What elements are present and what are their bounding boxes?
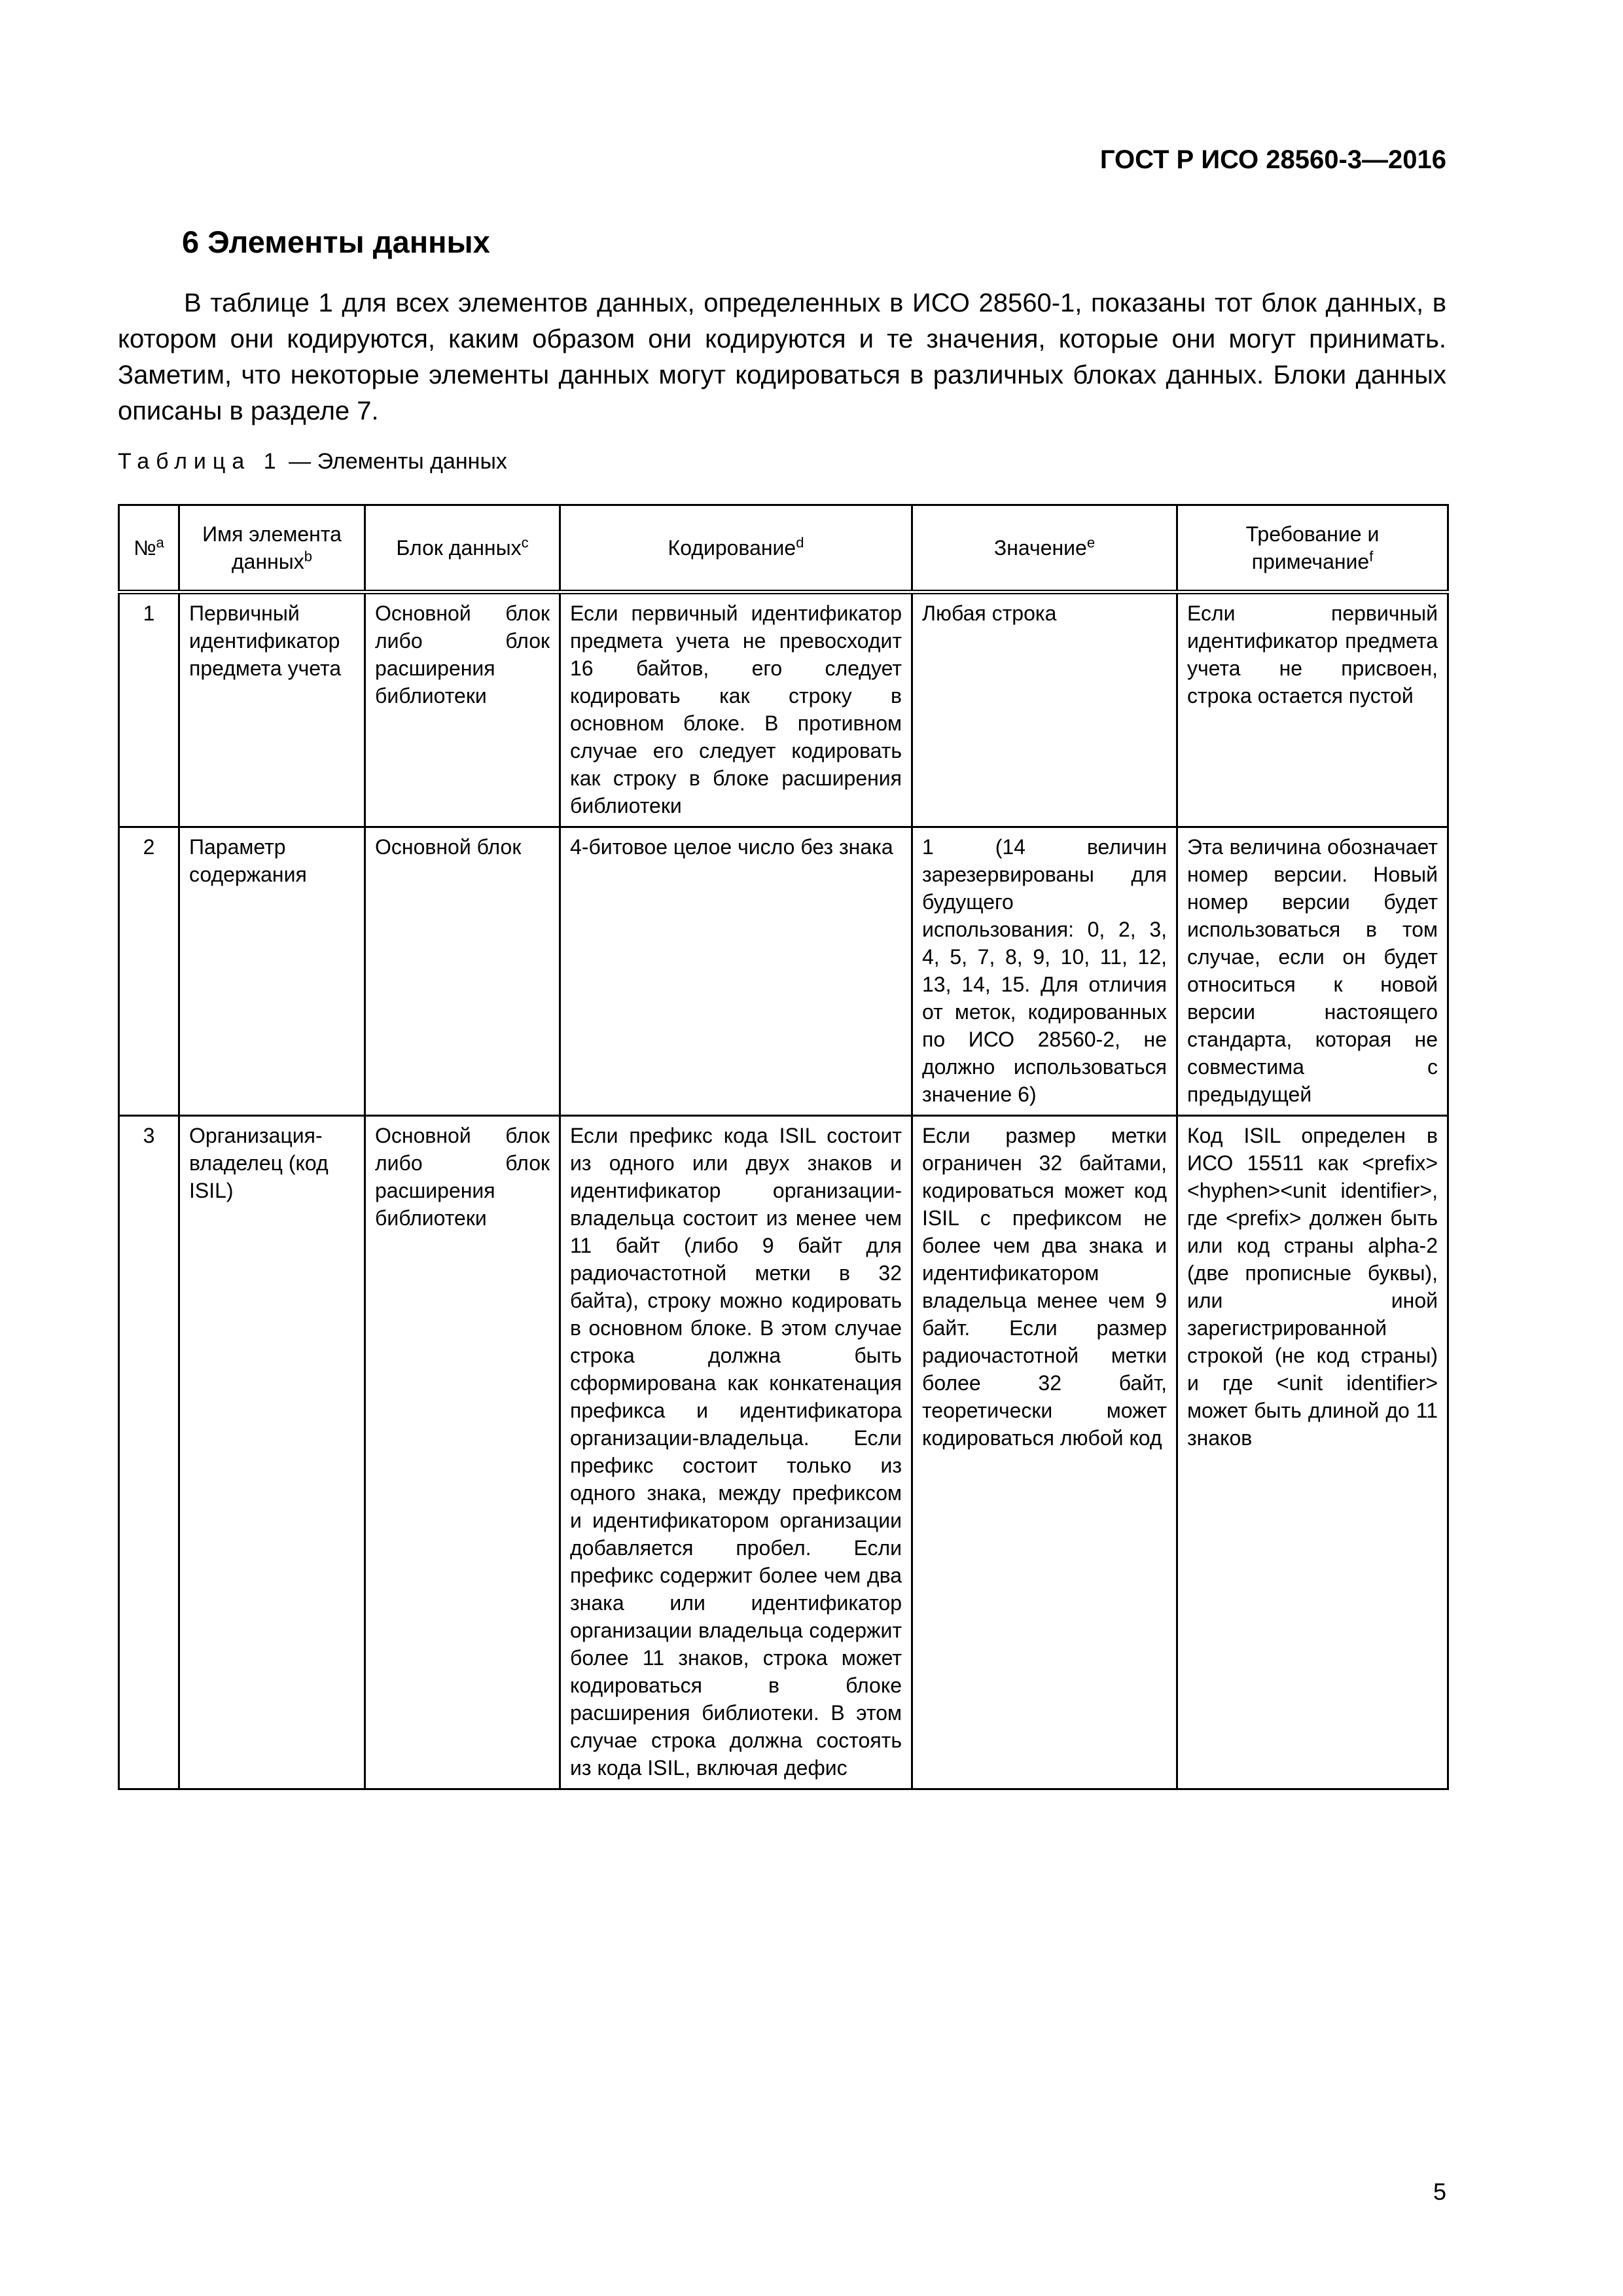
cell-value: 1 (14 величин зарезервированы для будущего использования: 0, 2, 3, 4, 5, 7, 8, 9, 10, 11, 12, 13, 14, 15. Для отличия от меток, кодированных по ИСО 28560-2, не должно использоваться значение 6): [912, 827, 1177, 1116]
table-caption-text: — Элементы данных: [289, 449, 507, 474]
column-header-block: Блок данных$^c$: [365, 505, 560, 592]
cell-encoding: 4-битовое целое число без знака: [560, 827, 912, 1116]
cell-number: 3: [119, 1116, 179, 1789]
cell-name: Первичный идентификатор предмета учета: [179, 592, 365, 827]
intro-paragraph: В таблице 1 для всех элементов данных, определенных в ИСО 28560-1, показаны тот блок данных, в котором они кодируются, каким образом они кодируются и те значения, которые они могут принимать. Заметим, что некоторые элементы данных могут кодироваться в различных блоках данных. Блоки данных описаны в разделе 7.: [118, 289, 1446, 425]
table-header-row: [119, 505, 1448, 592]
cell-note: Если первичный идентификатор предмета учета не присвоен, строка остается пустой: [1177, 592, 1448, 827]
cell-block: Основной блок либо блок расширения библиотеки: [365, 592, 560, 827]
cell-encoding: Если первичный идентификатор предмета учета не превосходит 16 байтов, его следует кодировать как строку в основном блоке. В противном случае его следует кодировать как строку в блоке расширения библиотеки: [560, 592, 912, 827]
cell-name: Параметр содержания: [179, 827, 365, 1116]
column-header-value: Значение$^e$: [912, 505, 1177, 592]
table-caption: [118, 449, 507, 475]
cell-encoding: Если префикс кода ISIL состоит из одного или двух знаков и идентификатор организации-владельца состоит из менее чем 11 байт (либо 9 байт для радиочастотной метки в 32 байта), строку можно кодировать в основном блоке. В этом случае строка должна быть сформирована как конкатенация префикса и идентификатора организации-владельца. Если префикс состоит только из одного знака, между префиксом и идентификатором организации добавляется пробел. Если префикс содержит более чем два знака или идентификатор организации владельца содержит более 11 знаков, строка может кодироваться в блоке расширения библиотеки. В этом случае строка должна состоять из кода ISIL, включая дефис: [560, 1116, 912, 1789]
page-number: 5: [1433, 2178, 1446, 2205]
cell-note: Код ISIL определен в ИСО 15511 как <prefix><hyphen><unit identifier>, где <prefix> должен быть или код страны alpha-2 (две прописные буквы), или иной зарегистрированной строкой (не код страны) и где <unit identifier> может быть длиной до 11 знаков: [1177, 1116, 1448, 1789]
table-row: [119, 592, 1448, 827]
column-header-name: Имя элемента данных$^b$: [179, 505, 365, 592]
column-header-encoding: Кодирование$^d$: [560, 505, 912, 592]
cell-name: Организация-владелец (код ISIL): [179, 1116, 365, 1789]
table-row: [119, 1116, 1448, 1789]
cell-number: 2: [119, 827, 179, 1116]
table-caption-label: Таблица 1: [118, 449, 283, 474]
table-row: [119, 827, 1448, 1116]
cell-number: 1: [119, 592, 179, 827]
cell-value: Если размер метки ограничен 32 байтами, кодироваться может код ISIL с префиксом не более чем два знака и идентификатором владельца менее чем 9 байт. Если размер радиочастотной метки более 32 байт, теоретически может кодироваться любой код: [912, 1116, 1177, 1789]
cell-block: Основной блок либо блок расширения библиотеки: [365, 1116, 560, 1789]
cell-value: Любая строка: [912, 592, 1177, 827]
document-header: ГОСТ Р ИСО 28560-3—2016: [1099, 145, 1446, 174]
cell-note: Эта величина обозначает номер версии. Новый номер версии будет использоваться в том случае, если он будет относиться к новой версии настоящего стандарта, которая не совместима с предыдущей: [1177, 827, 1448, 1116]
section-title: 6 Элементы данных: [182, 224, 490, 259]
cell-block: Основной блок: [365, 827, 560, 1116]
data-elements-table: [118, 504, 1449, 1790]
column-header-note: Требование и примечание$^f$: [1177, 505, 1448, 592]
column-header-number: №$^a$: [119, 505, 179, 592]
